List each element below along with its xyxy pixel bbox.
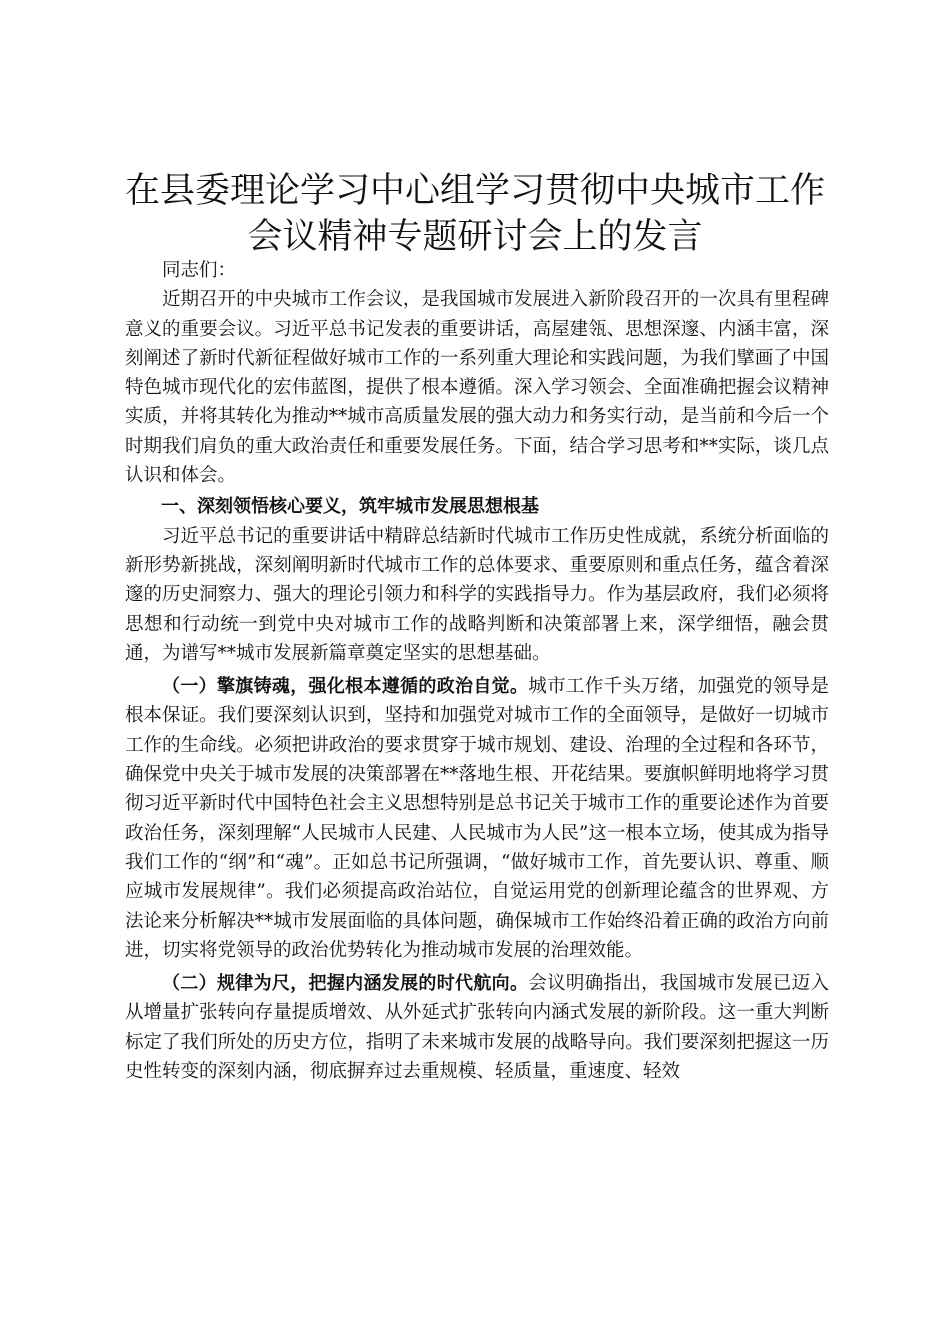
salutation: 同志们： <box>162 260 237 281</box>
section-1-paragraph: 习近平总书记的重要讲话中精辟总结新时代城市工作历史性成就，系统分析面临的新形势新挑战，深刻阐明新时代城市工作的总体要求、重要原则和重点任务，蕴含着深邃的历史洞察力、强大的理论引领力和科学的实践指导力。作为基层政府，我们必须将思想和行动统一到党中央对城市工作的战略判断和决策部署上来，深学细悟，融会贯通，为谱写**城市发展新篇章奠定坚实的思想基础。 <box>125 525 829 664</box>
document-title <box>110 168 840 260</box>
subsection-1-paragraph <box>125 672 829 965</box>
title-line-1: 在县委理论学习中心组学习贯彻中央城市工作 <box>124 171 825 211</box>
subsection-2-lead: （二）规律为尺，把握内涵发展的时代航向。 <box>162 973 529 995</box>
intro-paragraph: 近期召开的中央城市工作会议，是我国城市发展进入新阶段召开的一次具有里程碑意义的重要会议。习近平总书记发表的重要讲话，高屋建瓴、思想深邃、内涵丰富，深刻阐述了新时代新征程做好城市工作的一系列重大理论和实践问题，为我们擘画了中国特色城市现代化的宏伟蓝图，提供了根本遵循。深入学习领会、全面准确把握会议精神实质，并将其转化为推动**城市高质量发展的强大动力和务实行动，是当前和今后一个时期我们肩负的重大政治责任和重要发展任务。下面，结合学习思考和**实际，谈几点认识和体会。 <box>125 289 829 487</box>
section-1-heading: 一、深刻领悟核心要义，筑牢城市发展思想根基 <box>161 496 539 518</box>
subsection-1-text: 城市工作千头万绪，加强党的领导是根本保证。我们要深刻认识到，坚持和加强党对城市工作的全面领导，是做好一切城市工作的生命线。必须把讲政治的要求贯穿于城市规划、建设、治理的全过程和各环节，确保党中央关于城市发展的决策部署在**落地生根、开花结果。要旗帜鲜明地将学习贯彻习近平新时代中国特色社会主义思想特别是总书记关于城市工作的重要论述作为首要政治任务，深刻理解“人民城市人民建、人民城市为人民”这一根本立场，使其成为指导我们工作的“纲”和“魂”。正如总书记所强调，“做好城市工作，首先要认识、尊重、顺应城市发展规律”。我们必须提高政治站位，自觉运用党的创新理论蕴含的世界观、方法论来分析解决**城市发展面临的具体问题，确保城市工作始终沿着正确的政治方向前进，切实将党领导的政治优势转化为推动城市发展的治理效能。 <box>125 676 829 961</box>
subsection-2-text: 会议明确指出，我国城市发展已迈入从增量扩张转向存量提质增效、从外延式扩张转向内涵式发展的新阶段。这一重大判断标定了我们所处的历史方位，指明了未来城市发展的战略导向。我们要深刻把握这一历史性转变的深刻内涵，彻底摒弃过去重规模、轻质量，重速度、轻效 <box>125 973 829 1083</box>
document-body <box>125 256 829 1086</box>
subsection-1-lead: （一）擎旗铸魂，强化根本遵循的政治自觉。 <box>162 676 529 698</box>
subsection-2-paragraph <box>125 969 829 1086</box>
title-line-2: 会议精神专题研讨会上的发言 <box>247 217 703 257</box>
